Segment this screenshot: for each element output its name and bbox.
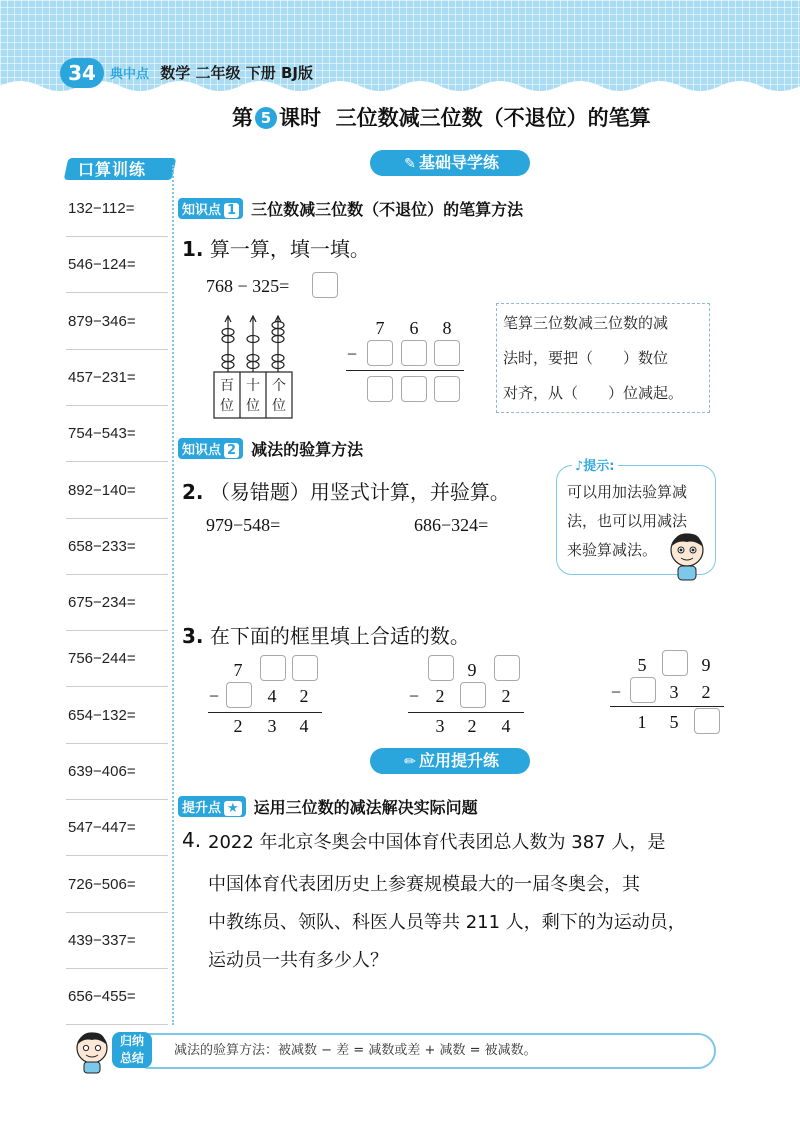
digit: 4 xyxy=(501,716,511,736)
q2-equation-1: 979−548= xyxy=(206,515,281,535)
answer-box[interactable] xyxy=(434,376,460,402)
book-title: 数学 二年级 下册 xyxy=(160,64,276,82)
answer-line xyxy=(66,912,168,913)
answer-line xyxy=(66,968,168,969)
oral-item: 675−234= xyxy=(68,594,136,612)
question-1: 1. 算一算，填一填。 xyxy=(182,237,370,261)
knowledge-point-1: 知识点 1 三位数减三位数（不退位）的笔算方法 xyxy=(178,197,523,220)
sum-line xyxy=(346,370,464,371)
oral-training-title: 口算训练 xyxy=(62,152,180,182)
page-number: 34 xyxy=(60,58,104,88)
digit: 4 xyxy=(299,716,309,736)
digit: 7 xyxy=(233,660,243,680)
oral-item: 892−140= xyxy=(68,481,136,499)
question-2: 2. （易错题）用竖式计算，并验算。 xyxy=(182,480,510,504)
answer-box[interactable] xyxy=(494,655,520,681)
digit: 5 xyxy=(669,712,679,732)
minus-sign: − xyxy=(610,682,622,702)
digit: 3 xyxy=(435,716,445,736)
digit: 7 xyxy=(375,318,385,338)
answer-box[interactable] xyxy=(434,340,460,366)
book-info xyxy=(110,62,313,83)
oral-item: 547−447= xyxy=(68,819,136,837)
answer-box[interactable] xyxy=(292,655,318,681)
digit: 2 xyxy=(501,686,511,706)
answer-box[interactable] xyxy=(630,677,656,703)
minus-sign: − xyxy=(208,686,220,706)
digit: 9 xyxy=(701,655,711,675)
answer-box[interactable] xyxy=(260,655,286,681)
answer-line xyxy=(66,349,168,350)
fill-in-note: 笔算三位数减三位数的减 法时，要把（ ）数位 对齐，从（ ）位减起。 xyxy=(496,303,710,413)
answer-line xyxy=(66,236,168,237)
answer-line xyxy=(66,799,168,800)
answer-box[interactable] xyxy=(401,376,427,402)
page-title: 第 5 课时 三位数减三位数（不退位）的笔算 xyxy=(232,106,651,130)
oral-item: 658−233= xyxy=(68,537,136,555)
bell-icon: ♪ xyxy=(575,459,584,474)
answer-line xyxy=(66,292,168,293)
answer-box[interactable] xyxy=(694,708,720,734)
q2-equation-2: 686−324= xyxy=(414,515,489,535)
section-banner-applied: ✏ 应用提升练 xyxy=(370,748,530,774)
oral-item: 756−244= xyxy=(68,650,136,668)
digit: 9 xyxy=(467,660,477,680)
hint-label: ♪提示: xyxy=(572,455,618,474)
sum-line xyxy=(408,712,524,713)
sum-line xyxy=(208,712,322,713)
abacus-label-ones: 个 位 xyxy=(272,378,286,414)
q4-line: 运动员一共有多少人？ xyxy=(208,950,388,971)
lesson-number: 5 xyxy=(255,107,277,129)
digit: 2 xyxy=(701,682,711,702)
improvement-point: 提升点 ★ 运用三位数的减法解决实际问题 xyxy=(178,795,478,818)
summary-box: 减法的验算方法：被减数 − 差 = 减数或差 + 减数 = 被减数。 xyxy=(132,1033,716,1069)
answer-line xyxy=(66,630,168,631)
sidebar-divider xyxy=(172,165,174,1025)
abacus-label-hundreds: 百 位 xyxy=(220,378,234,414)
q1-equation: 768 − 325= xyxy=(206,276,290,296)
digit: 2 xyxy=(467,716,477,736)
answer-box[interactable] xyxy=(312,272,338,298)
minus-sign: − xyxy=(346,344,358,364)
oral-item: 457−231= xyxy=(68,368,136,386)
abacus-label-tens: 十 位 xyxy=(246,378,260,414)
oral-item: 546−124= xyxy=(68,256,136,274)
digit: 8 xyxy=(442,318,452,338)
minus-sign: − xyxy=(408,686,420,706)
answer-line xyxy=(66,743,168,744)
summary-tag: 归纳 总结 xyxy=(112,1032,152,1068)
digit: 3 xyxy=(267,716,277,736)
oral-item: 654−132= xyxy=(68,706,136,724)
ruler-icon: ✏ xyxy=(404,754,416,770)
answer-line xyxy=(66,405,168,406)
answer-box[interactable] xyxy=(428,655,454,681)
answer-box[interactable] xyxy=(401,340,427,366)
section-banner-basic: ✎ 基础导学练 xyxy=(370,150,530,176)
compass-icon: ✎ xyxy=(404,156,416,172)
answer-line xyxy=(66,461,168,462)
answer-box[interactable] xyxy=(662,650,688,676)
q4-line: 中国体育代表团历史上参赛规模最大的一届冬奥会，其 xyxy=(208,874,640,895)
answer-line xyxy=(66,518,168,519)
digit: 5 xyxy=(637,655,647,675)
question-4-number: 4. xyxy=(182,828,202,852)
answer-line xyxy=(66,574,168,575)
book-edition: BJ版 xyxy=(280,64,313,82)
digit: 2 xyxy=(299,686,309,706)
digit: 1 xyxy=(637,712,647,732)
oral-item: 656−455= xyxy=(68,988,136,1006)
answer-box[interactable] xyxy=(367,376,393,402)
oral-item: 754−543= xyxy=(68,425,136,443)
oral-item: 439−337= xyxy=(68,931,136,949)
star-icon: ★ xyxy=(224,801,242,816)
sum-line xyxy=(610,706,724,707)
answer-box[interactable] xyxy=(460,682,486,708)
answer-line xyxy=(66,855,168,856)
knowledge-point-2: 知识点 2 减法的验算方法 xyxy=(178,437,363,460)
digit: 2 xyxy=(435,686,445,706)
oral-item: 726−506= xyxy=(68,875,136,893)
answer-line xyxy=(66,686,168,687)
oral-item: 639−406= xyxy=(68,763,136,780)
oral-item: 879−346= xyxy=(68,312,136,330)
brand-logo: 典中点 xyxy=(110,67,150,82)
hint-box: 可以用加法验算减 法，也可以用减法 来验算减法。 xyxy=(556,465,716,575)
answer-box[interactable] xyxy=(367,340,393,366)
boy-mascot-icon xyxy=(70,1028,114,1074)
digit: 3 xyxy=(669,682,679,702)
q4-line: 中教练员、领队、科医人员等共 211 人，剩下的为运动员， xyxy=(208,912,686,933)
question-3: 3. 在下面的框里填上合适的数。 xyxy=(182,624,470,648)
digit: 2 xyxy=(233,716,243,736)
oral-item: 132−112= xyxy=(68,200,135,217)
q4-line: 2022 年北京冬奥会中国体育代表团总人数为 387 人，是 xyxy=(208,832,666,853)
boy-mascot-icon xyxy=(664,530,710,582)
answer-box[interactable] xyxy=(226,682,252,708)
digit: 4 xyxy=(267,686,277,706)
digit: 6 xyxy=(409,318,419,338)
answer-line xyxy=(66,1024,168,1025)
